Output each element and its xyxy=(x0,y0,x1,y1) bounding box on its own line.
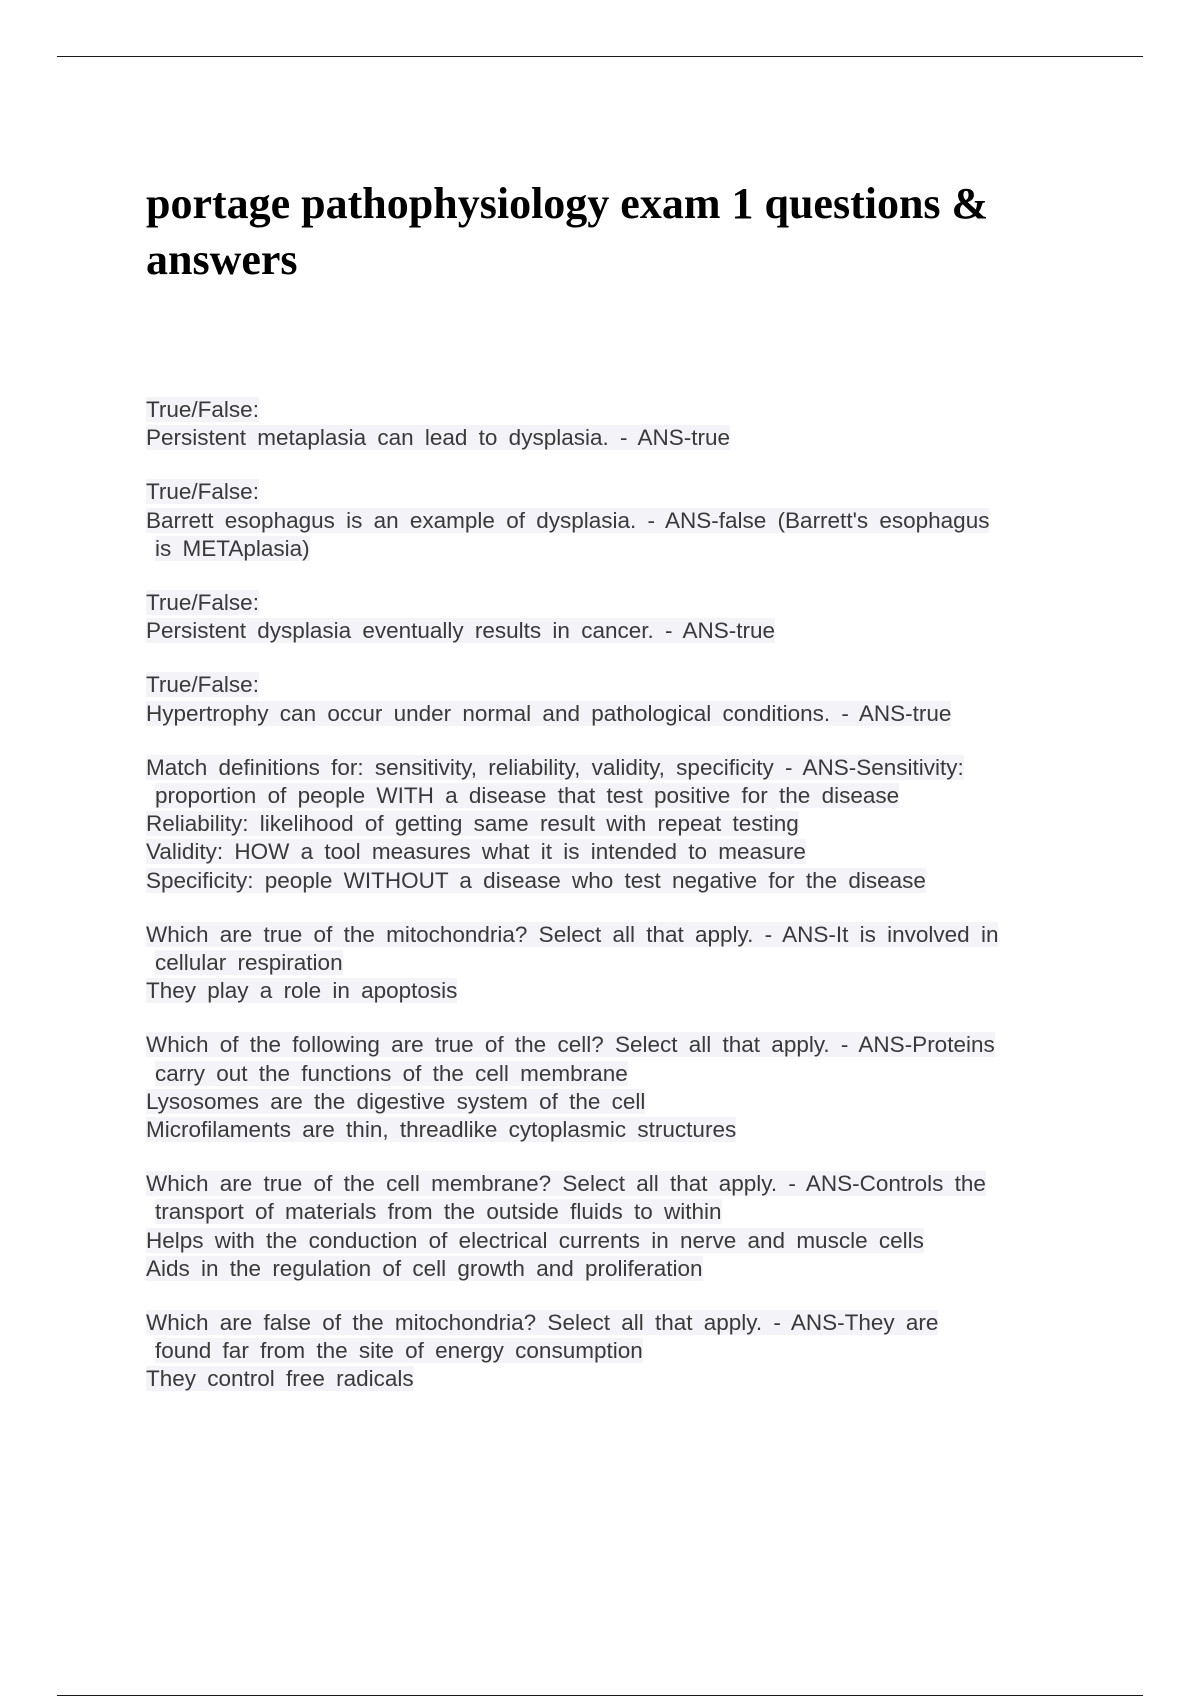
qa-line: True/False: xyxy=(146,479,259,505)
qa-item xyxy=(146,671,1088,727)
qa-line: Specificity: people WITHOUT a disease who test negative for the disease xyxy=(146,867,926,893)
qa-list xyxy=(146,396,1088,1420)
qa-line: Barrett esophagus is an example of dysplasia. - ANS-false (Barrett's esophagus xyxy=(146,507,990,533)
qa-line: True/False: xyxy=(146,590,259,616)
qa-item xyxy=(146,1309,1088,1394)
header-rule xyxy=(57,56,1143,57)
footer-rule xyxy=(57,1695,1143,1696)
qa-line: Reliability: likelihood of getting same result with repeat testing xyxy=(146,811,799,837)
qa-line: Lysosomes are the digestive system of the cell xyxy=(146,1088,646,1114)
qa-line: Helps with the conduction of electrical currents in nerve and muscle cells xyxy=(146,1227,924,1253)
qa-item xyxy=(146,589,1088,645)
qa-line: Persistent dysplasia eventually results in cancer. - ANS-true xyxy=(146,618,776,644)
qa-line: Microfilaments are thin, threadlike cytoplasmic structures xyxy=(146,1117,737,1143)
qa-line: True/False: xyxy=(146,672,259,698)
qa-line: Match definitions for: sensitivity, reliability, validity, specificity - ANS-Sensitivity: xyxy=(146,754,964,780)
page-title: portage pathophysiology exam 1 questions & answers xyxy=(146,179,989,284)
qa-line: Validity: HOW a tool measures what it is intended to measure xyxy=(146,839,806,865)
qa-line: Which of the following are true of the cell? Select all that apply. - ANS-Proteins xyxy=(146,1032,995,1058)
qa-line-continuation: cellular respiration xyxy=(155,950,343,976)
qa-item xyxy=(146,754,1088,895)
qa-line-continuation: proportion of people WITH a disease that test positive for the disease xyxy=(155,783,900,809)
qa-line: They control free radicals xyxy=(146,1366,414,1392)
qa-line: They play a role in apoptosis xyxy=(146,978,458,1004)
qa-line-continuation: transport of materials from the outside fluids to within xyxy=(155,1199,722,1225)
qa-line: Which are false of the mitochondria? Select all that apply. - ANS-They are xyxy=(146,1310,939,1336)
qa-line-continuation: found far from the site of energy consumption xyxy=(155,1338,643,1364)
qa-item xyxy=(146,921,1088,1006)
qa-line: Hypertrophy can occur under normal and pathological conditions. - ANS-true xyxy=(146,700,952,726)
qa-line-continuation: carry out the functions of the cell membrane xyxy=(155,1060,628,1086)
qa-line-continuation: is METAplasia) xyxy=(155,535,310,561)
qa-line: Aids in the regulation of cell growth and proliferation xyxy=(146,1255,703,1281)
qa-item xyxy=(146,1031,1088,1144)
qa-item xyxy=(146,396,1088,452)
qa-item xyxy=(146,478,1088,563)
qa-item xyxy=(146,1170,1088,1283)
qa-line: Which are true of the cell membrane? Select all that apply. - ANS-Controls the xyxy=(146,1171,986,1197)
qa-line: True/False: xyxy=(146,397,259,422)
qa-line: Which are true of the mitochondria? Select all that apply. - ANS-It is involved in xyxy=(146,921,999,947)
qa-line: Persistent metaplasia can lead to dysplasia. - ANS-true xyxy=(146,425,731,451)
